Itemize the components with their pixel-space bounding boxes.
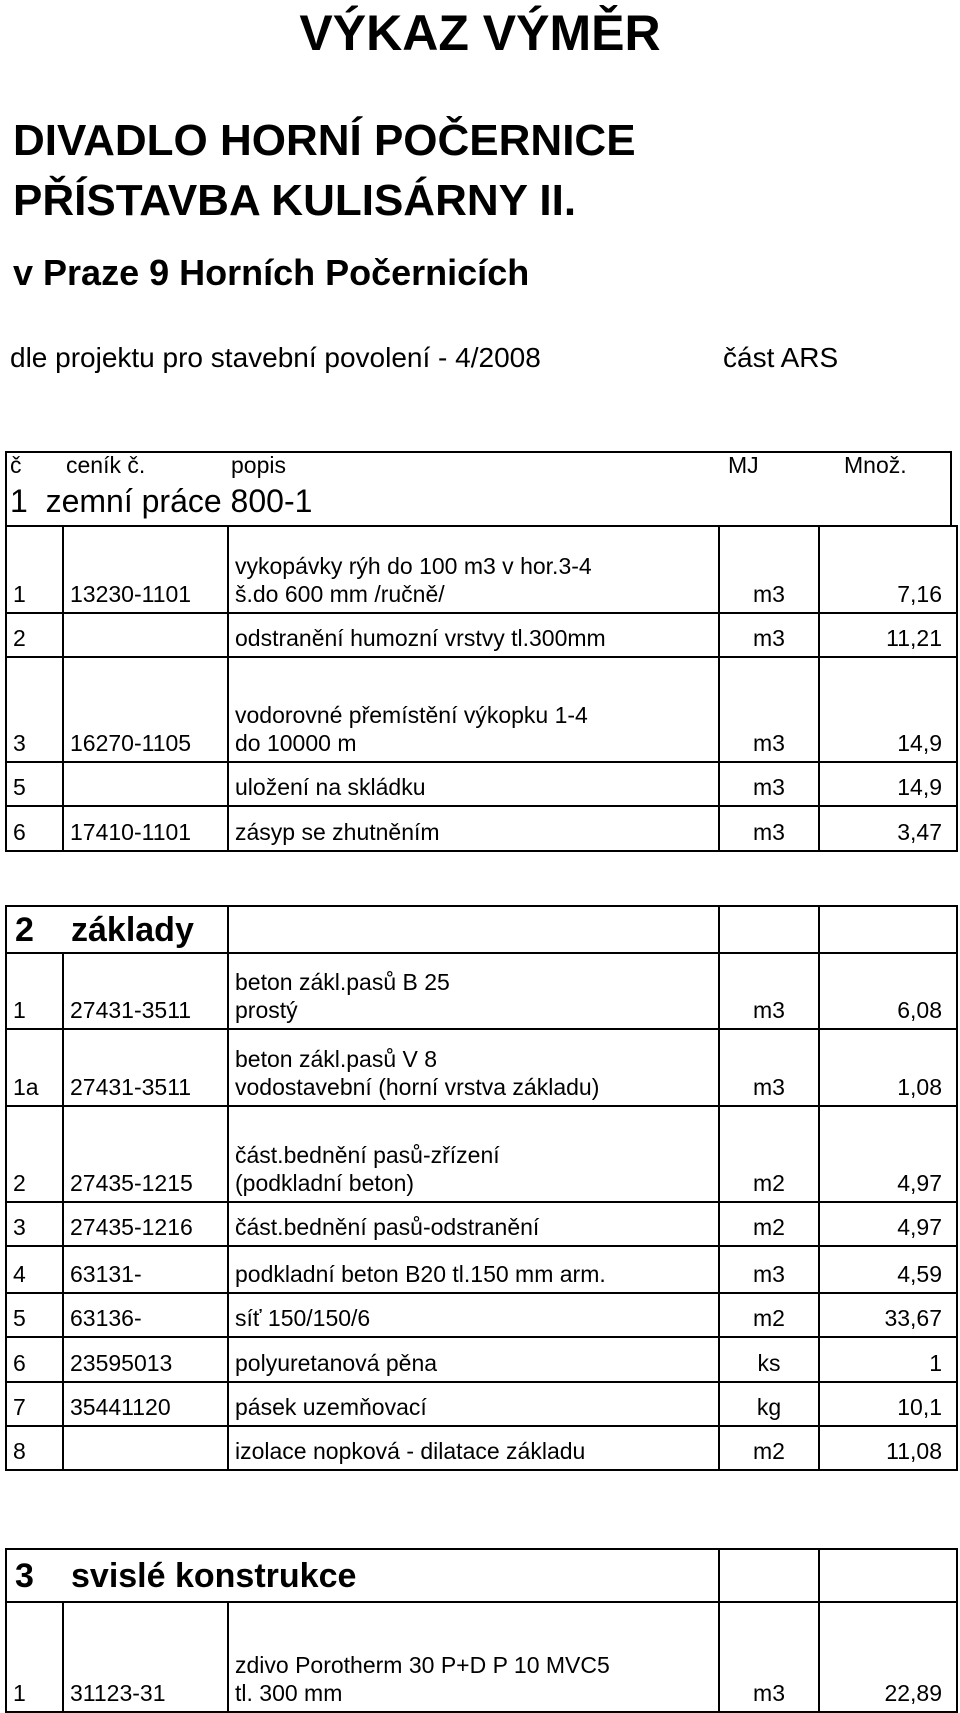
row-code: 13230-1101: [63, 526, 228, 613]
row-desc: beton zákl.pasů V 8 vodostavební (horní vrstva základu): [228, 1029, 719, 1106]
table-row: [6, 1382, 957, 1426]
row-no: 3: [6, 1202, 63, 1246]
section-title: [10, 483, 312, 520]
row-qty: 11,08: [819, 1426, 957, 1470]
project-part: část ARS: [723, 342, 839, 373]
document-title: VÝKAZ VÝMĚR: [299, 5, 661, 61]
row-qty: 4,59: [819, 1246, 957, 1293]
row-code: [63, 613, 228, 657]
table-row: [6, 1246, 957, 1293]
row-code: 63136-: [63, 1293, 228, 1337]
row-qty: 7,16: [819, 526, 957, 613]
row-unit: m3: [719, 526, 819, 613]
table-row: [6, 1293, 957, 1337]
row-no: 3: [6, 657, 63, 762]
row-desc: polyuretanová pěna: [228, 1337, 719, 1382]
row-no: 6: [6, 1337, 63, 1382]
row-qty: 14,9: [819, 762, 957, 806]
row-no: 1: [6, 1602, 63, 1712]
table-row: [6, 657, 957, 762]
row-desc: vykopávky rýh do 100 m3 v hor.3-4 š.do 600 mm /ručně/: [228, 526, 719, 613]
row-no: 8: [6, 1426, 63, 1470]
row-no: 2: [6, 613, 63, 657]
row-code: 27431-3511: [63, 1029, 228, 1106]
row-code: 31123-31: [63, 1602, 228, 1712]
section-name: zemní práce 800-1: [45, 483, 313, 519]
row-desc: síť 150/150/6: [228, 1293, 719, 1337]
row-code: 16270-1105: [63, 657, 228, 762]
row-desc: uložení na skládku: [228, 762, 719, 806]
section-table-foundations: [5, 905, 958, 1471]
row-unit: m3: [719, 762, 819, 806]
row-unit: m2: [719, 1202, 819, 1246]
column-header-code: ceník č.: [66, 452, 146, 478]
project-name: DIVADLO HORNÍ POČERNICE: [13, 116, 636, 165]
row-unit: m3: [719, 657, 819, 762]
row-qty: 1: [819, 1337, 957, 1382]
section-header-row: [6, 906, 957, 953]
row-qty: 4,97: [819, 1106, 957, 1202]
row-qty: 3,47: [819, 806, 957, 851]
row-code: 27431-3511: [63, 953, 228, 1029]
section-number: 1: [10, 483, 28, 519]
row-code: 23595013: [63, 1337, 228, 1382]
table-row: [6, 953, 957, 1029]
section-number: 3: [6, 1549, 63, 1602]
column-header-desc: popis: [231, 452, 286, 478]
table-row: [6, 1426, 957, 1470]
row-desc: vodorovné přemístění výkopku 1-4 do 10000 m: [228, 657, 719, 762]
row-qty: 1,08: [819, 1029, 957, 1106]
row-desc: zdivo Porotherm 30 P+D P 10 MVC5 tl. 300 mm: [228, 1602, 719, 1712]
column-header-qty: Množ.: [844, 452, 907, 478]
row-code: 35441120: [63, 1382, 228, 1426]
row-code: 27435-1215: [63, 1106, 228, 1202]
row-unit: m3: [719, 806, 819, 851]
row-qty: 4,97: [819, 1202, 957, 1246]
row-desc: část.bednění pasů-odstranění: [228, 1202, 719, 1246]
row-unit: ks: [719, 1337, 819, 1382]
row-no: 7: [6, 1382, 63, 1426]
row-unit: m2: [719, 1106, 819, 1202]
project-subtitle: PŘÍSTAVBA KULISÁRNY II.: [13, 176, 577, 225]
table-row: [6, 1202, 957, 1246]
row-code: 17410-1101: [63, 806, 228, 851]
row-no: 4: [6, 1246, 63, 1293]
row-no: 1: [6, 953, 63, 1029]
table-row: [6, 526, 957, 613]
section-name: svislé konstrukce: [63, 1549, 719, 1602]
row-no: 1: [6, 526, 63, 613]
row-no: 2: [6, 1106, 63, 1202]
column-header-unit: MJ: [728, 452, 759, 478]
section-table-vertical-structures: [5, 1548, 958, 1713]
table-row: [6, 1029, 957, 1106]
table-row: [6, 762, 957, 806]
column-header-no: č: [10, 452, 22, 478]
row-qty: 14,9: [819, 657, 957, 762]
row-code: [63, 762, 228, 806]
row-code: 63131-: [63, 1246, 228, 1293]
row-qty: 11,21: [819, 613, 957, 657]
project-location: v Praze 9 Horních Počernicích: [13, 252, 530, 293]
row-unit: m2: [719, 1426, 819, 1470]
row-qty: 10,1: [819, 1382, 957, 1426]
row-desc: izolace nopková - dilatace základu: [228, 1426, 719, 1470]
row-no: 5: [6, 1293, 63, 1337]
table-row: [6, 1106, 957, 1202]
row-unit: m3: [719, 1602, 819, 1712]
row-unit: m3: [719, 1029, 819, 1106]
section-table-earthworks: [5, 525, 958, 852]
row-desc: podkladní beton B20 tl.150 mm arm.: [228, 1246, 719, 1293]
row-code: 27435-1216: [63, 1202, 228, 1246]
row-unit: m3: [719, 953, 819, 1029]
row-unit: m3: [719, 613, 819, 657]
row-desc: zásyp se zhutněním: [228, 806, 719, 851]
row-desc: odstranění humozní vrstvy tl.300mm: [228, 613, 719, 657]
row-desc: beton zákl.pasů B 25 prostý: [228, 953, 719, 1029]
table-row: [6, 1602, 957, 1712]
row-qty: 33,67: [819, 1293, 957, 1337]
row-no: 1a: [6, 1029, 63, 1106]
row-unit: kg: [719, 1382, 819, 1426]
row-qty: 22,89: [819, 1602, 957, 1712]
row-desc: pásek uzemňovací: [228, 1382, 719, 1426]
row-desc: část.bednění pasů-zřízení (podkladní beton): [228, 1106, 719, 1202]
row-unit: m2: [719, 1293, 819, 1337]
row-unit: m3: [719, 1246, 819, 1293]
section-name: základy: [63, 906, 228, 953]
section-header-row: [6, 1549, 957, 1602]
row-code: [63, 1426, 228, 1470]
table-row: [6, 1337, 957, 1382]
table-row: [6, 613, 957, 657]
section-number: 2: [6, 906, 63, 953]
table-row: [6, 806, 957, 851]
row-qty: 6,08: [819, 953, 957, 1029]
project-phase: dle projektu pro stavební povolení - 4/2008: [10, 342, 541, 373]
row-no: 5: [6, 762, 63, 806]
row-no: 6: [6, 806, 63, 851]
